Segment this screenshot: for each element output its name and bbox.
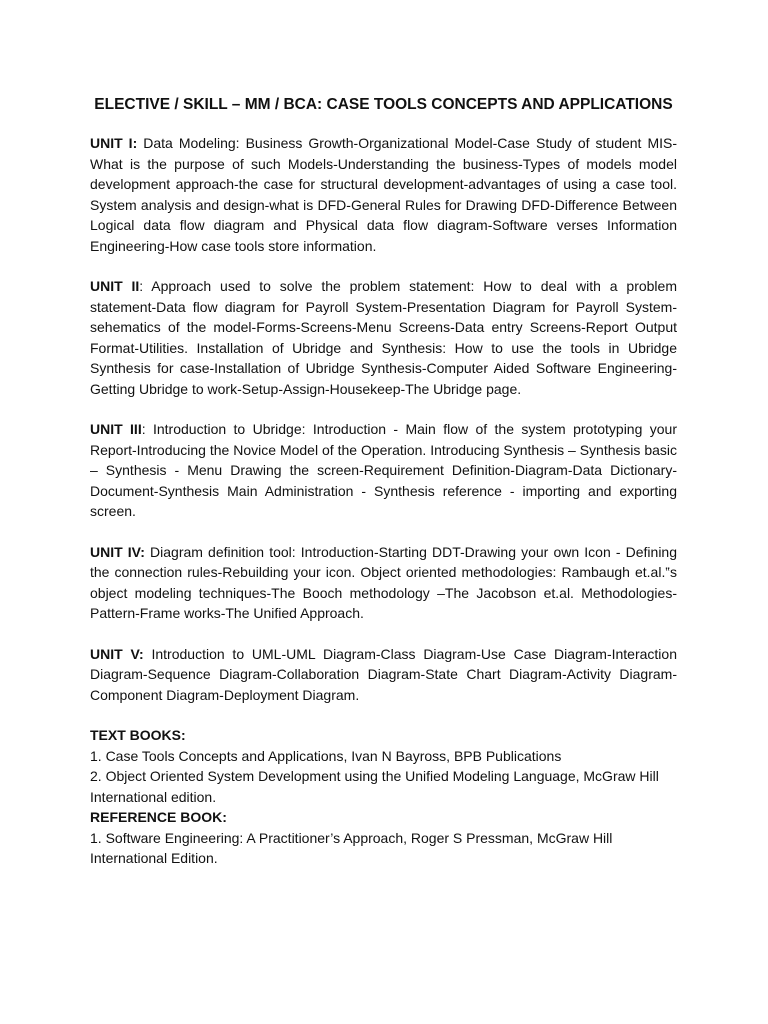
unit-2-text: : Approach used to solve the problem statement: How to deal with a problem statement-Data flow diagram for Payroll System-Presentation Diagram for Payroll System-sehematics of the model-Forms-Screens-Menu Screens-Data entry Screens-Report Output Format-Utilities. Installation of Ubridge and Synthesis: How to use the tools in Ubridge Synthesis for case-Installation of Ubridge Synthesis-Computer Aided Software Engineering-Getting Ubridge to work-Setup-Assign-Housekeep-The Ubridge page. xyxy=(90,278,677,397)
unit-4-text: Diagram definition tool: Introduction-Starting DDT-Drawing your own Icon - Defining the connection rules-Rebuilding your icon. Object oriented methodologies: Rambaugh et.al.‟s object modeling techniques-The Booch methodology –The Jacobson et.al. Methodologies-Pattern-Frame works-The Unified Approach. xyxy=(90,543,677,621)
unit-4-label: UNIT IV: xyxy=(90,543,145,560)
document-page xyxy=(90,94,677,869)
unit-3-text: : Introduction to Ubridge: Introduction - Main flow of the system prototyping your Report-Introducing the Novice Model of the Operation. Introducing Synthesis – Synthesis basic – Synthesis - Menu Drawing the screen-Requirement Definition-Diagram-Data Dictionary-Document-Synthesis Main Administration - Synthesis reference - importing and exporting screen. xyxy=(90,421,677,519)
unit-2-label: UNIT II xyxy=(90,278,140,294)
unit-1-text: Data Modeling: Business Growth-Organizational Model-Case Study of student MIS-What is the purpose of such Models-Understanding the business-Types of models model development approach-the case for structural development-advantages of using a case tool. System analysis and design-what is DFD-General Rules for Drawing DFD-Difference Between Logical data flow diagram and Physical data flow diagram-Software verses Information Engineering-How case tools store information. xyxy=(90,135,678,254)
document-title: ELECTIVE / SKILL – MM / BCA: CASE TOOLS CONCEPTS AND APPLICATIONS xyxy=(94,96,673,113)
unit-5-text: Introduction to UML-UML Diagram-Class Diagram-Use Case Diagram-Interaction Diagram-Sequence Diagram-Collaboration Diagram-State Chart Diagram-Activity Diagram- Component Diagram-Deployment Diagram. xyxy=(90,645,677,703)
unit-2-paragraph xyxy=(90,276,677,399)
reference-book-heading: REFERENCE BOOK: xyxy=(90,809,227,825)
unit-5-paragraph xyxy=(90,644,677,706)
reference-book-item: 1. Software Engineering: A Practitioner’s Approach, Roger S Pressman, McGraw Hill International Edition. xyxy=(90,829,613,866)
text-book-item: 2. Object Oriented System Development using the Unified Modeling Language, McGraw Hill International edition. xyxy=(90,768,659,805)
unit-1-paragraph xyxy=(90,133,677,256)
unit-3-label: UNIT III xyxy=(90,421,142,437)
unit-1-label: UNIT I: xyxy=(90,135,138,151)
text-book-item: 1. Case Tools Concepts and Applications, Ivan N Bayross, BPB Publications xyxy=(90,747,562,764)
text-books-section xyxy=(90,725,677,807)
unit-5-label: UNIT V: xyxy=(90,645,144,662)
unit-4-paragraph xyxy=(90,542,677,624)
reference-book-section xyxy=(90,807,677,869)
text-books-heading: TEXT BOOKS: xyxy=(90,727,186,743)
unit-3-paragraph xyxy=(90,419,677,522)
